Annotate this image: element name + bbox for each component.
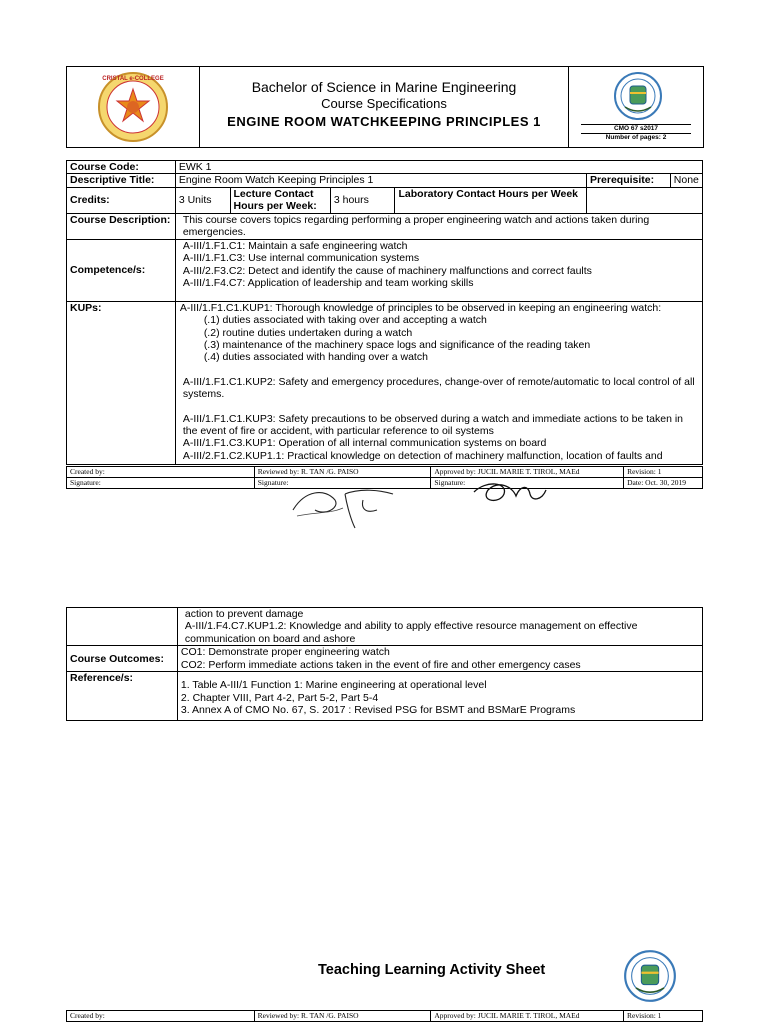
college-logo-cell <box>67 67 200 147</box>
competences-list <box>175 239 702 301</box>
created-by-label: Created by: <box>67 1011 255 1022</box>
lecture-hours-label: Lecture Contact Hours per Week: <box>230 187 330 213</box>
title-cell <box>200 67 569 147</box>
signature-label: Signature: <box>67 478 255 489</box>
kup-item: A-III/1.F1.C3.KUP1: Operation of all internal communication systems on board <box>182 437 547 450</box>
approved-by: Approved by: JUCIL MARIE T. TIROL, MAEd <box>431 467 624 478</box>
course-spec-table-continued <box>66 607 703 721</box>
reviewed-by: Reviewed by: R. TAN /G. PAISO <box>254 467 431 478</box>
course-code-label: Course Code: <box>67 161 176 174</box>
competence-item: A-III/1.F1.C1: Maintain a safe engineering watch <box>182 239 408 252</box>
program-title: Bachelor of Science in Marine Engineering <box>251 79 517 95</box>
college-logo-icon <box>97 71 169 143</box>
approved-by: Approved by: JUCIL MARIE T. TIROL, MAEd <box>431 1011 624 1022</box>
signature-label: Signature: <box>431 478 624 489</box>
signature-label: Signature: <box>254 478 431 489</box>
seal-icon <box>613 71 663 121</box>
competence-item: A-III/1.F4.C7: Application of leadership and team working skills <box>182 277 474 290</box>
lab-hours-label: Laboratory Contact Hours per Week <box>395 187 586 213</box>
reviewed-by: Reviewed by: R. TAN /G. PAISO <box>254 1011 431 1022</box>
approval-footer-page2 <box>66 1010 703 1022</box>
course-code-value: EWK 1 <box>175 161 702 174</box>
kups-label: KUPs: <box>67 301 176 464</box>
kup-subitem: (.1) duties associated with taking over and accepting a watch <box>203 314 487 327</box>
reviewer-signature-icon <box>285 480 405 530</box>
kup-item: A-III/1.F4.C7.KUP1.2: Knowledge and ability to apply effective resource management on effective communication on board and ashore <box>184 620 638 645</box>
kup-item: action to prevent damage <box>184 608 304 620</box>
reference-item: 3. Annex A of CMO No. 67, S. 2017 : Revised PSG for BSMT and BSMarE Programs <box>180 704 576 717</box>
approver-signature-icon <box>468 478 558 508</box>
credits-label: Credits: <box>67 187 176 213</box>
prerequisite-value: None <box>670 174 702 187</box>
cmo-block <box>569 124 703 141</box>
kup-subitem: (.4) duties associated with handing over a watch <box>203 351 428 364</box>
kup-item: A-III/1.F1.C1.KUP2: Safety and emergency procedures, change-over of remote/automatic to local control of all systems. <box>182 375 695 401</box>
created-by-label: Created by: <box>67 467 255 478</box>
kup-subitem: (.2) routine duties undertaken during a watch <box>203 326 413 339</box>
kups-content <box>175 301 702 464</box>
prerequisite-label: Prerequisite: <box>586 174 670 187</box>
course-outcomes-label: Course Outcomes: <box>67 646 178 672</box>
references-label: Reference/s: <box>67 672 178 721</box>
credits-value: 3 Units <box>175 187 230 213</box>
kup-item: A-III/1.F1.C1.KUP3: Safety precautions to be observed during a watch and immediate actions to be taken in the event of fire or accident, with particular reference to oil systems <box>182 412 684 438</box>
course-outcome-item: CO2: Perform immediate actions taken in the event of fire and other emergency cases <box>180 658 581 671</box>
college-logo-lettering: CRISTAL e-COLLEGE <box>102 76 164 82</box>
lecture-hours-value: 3 hours <box>330 187 395 213</box>
kup-item: A-III/2.F1.C2.KUP1.1: Practical knowledge on detection of machinery malfunction, location of faults and <box>182 449 663 462</box>
course-title: ENGINE ROOM WATCHKEEPING PRINCIPLES 1 <box>227 114 541 129</box>
page-count: Number of pages: 2 <box>605 133 667 141</box>
course-spec-header <box>66 66 704 148</box>
competence-item: A-III/1.F1.C3: Use internal communication systems <box>182 252 420 265</box>
competence-item: A-III/2.F3.C2: Detect and identify the cause of machinery malfunctions and correct faults <box>182 264 592 277</box>
course-outcome-item: CO1: Demonstrate proper engineering watch <box>180 646 390 659</box>
lab-hours-value <box>586 187 702 213</box>
kup-item: A-III/1.F1.C1.KUP1: Thorough knowledge of principles to be observed in keeping an engineering watch: <box>179 301 662 314</box>
revision-number: Revision: 1 <box>624 1011 703 1022</box>
descriptive-title-label: Descriptive Title: <box>67 174 176 187</box>
seal-cell <box>569 67 703 147</box>
kups-content-continued <box>177 608 702 646</box>
reference-item: 2. Chapter VIII, Part 4-2, Part 5-2, Part 5-4 <box>180 691 379 704</box>
cmo-number: CMO 67 s2017 <box>613 125 659 132</box>
revision-date: Date: Oct. 30, 2019 <box>624 478 703 489</box>
seal-icon <box>623 949 677 1003</box>
competences-label: Competence/s: <box>67 239 176 301</box>
doc-type: Course Specifications <box>321 96 447 111</box>
kup-subitem: (.3) maintenance of the machinery space logs and significance of the reading taken <box>203 339 591 352</box>
revision-number: Revision: 1 <box>624 467 703 478</box>
tla-sheet-title: Teaching Learning Activity Sheet <box>318 962 546 978</box>
reference-item: 1. Table A-III/1 Function 1: Marine engineering at operational level <box>180 679 487 692</box>
descriptive-title-value: Engine Room Watch Keeping Principles 1 <box>175 174 586 187</box>
references-list <box>177 672 702 721</box>
course-description-value: This course covers topics regarding performing a proper engineering watch and actions taken during emergencies. <box>175 213 702 239</box>
course-spec-table <box>66 160 703 465</box>
kups-label-empty <box>67 608 178 646</box>
course-description-label: Course Description: <box>67 213 176 239</box>
course-outcomes-list <box>177 646 702 672</box>
